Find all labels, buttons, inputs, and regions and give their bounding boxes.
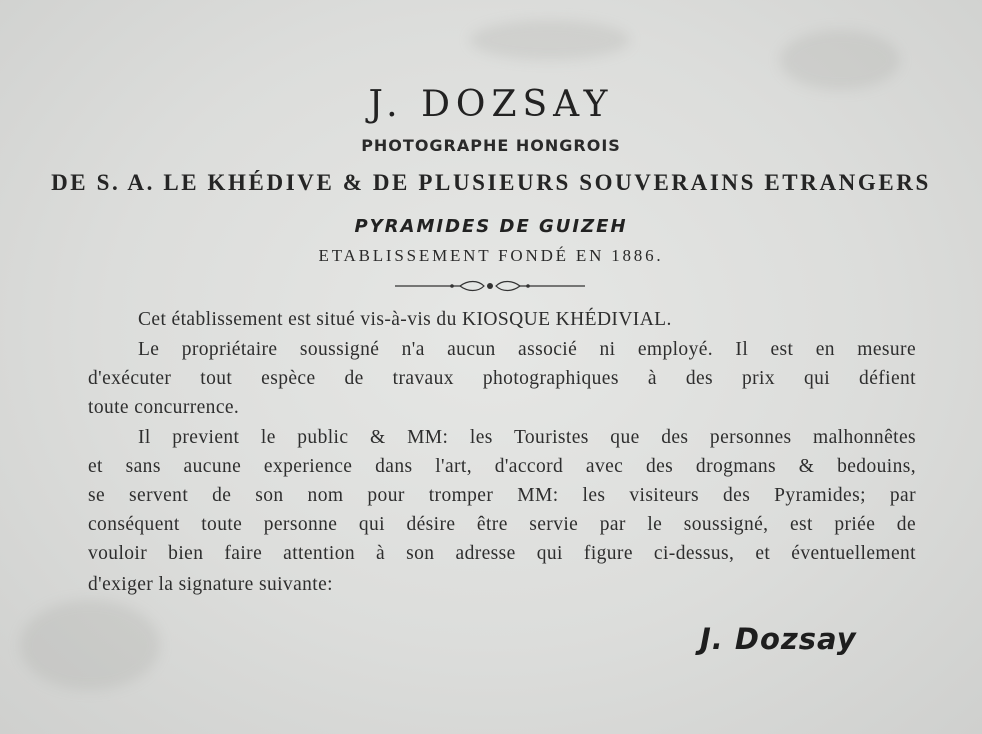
paragraph-line: d'exécuter tout espèce de travaux photographiques à des prix qui défient: [88, 368, 916, 389]
paragraph-line: vouloir bien faire attention à son adresse qui figure ci-dessus, et éventuellement: [88, 543, 916, 564]
paragraph-line: et sans aucune experience dans l'art, d'accord avec des drogmans & bedouins,: [88, 456, 916, 477]
subtitle-patronage: DE S. A. LE KHÉDIVE & DE PLUSIEURS SOUVERAINS ETRANGERS: [51, 170, 931, 195]
paragraph-line: conséquent toute personne qui désire être servie par le soussigné, est priée de: [88, 514, 916, 535]
studio-name: J. DOZSAY: [368, 84, 614, 125]
paragraph-line: Le propriétaire soussigné n'a aucun associé ni employé. Il est en mesure: [138, 339, 916, 360]
subtitle-founded: ETABLISSEMENT FONDÉ EN 1886.: [318, 246, 664, 265]
paragraph-line: d'exiger la signature suivante:: [88, 574, 333, 595]
paragraph-line: Il previent le public & MM: les Touristes que des personnes malhonnêtes: [138, 427, 916, 448]
ornament-divider-icon: [390, 277, 590, 295]
paragraph-line: toute concurrence.: [88, 397, 240, 418]
subtitle-photographer: PHOTOGRAPHE HONGROIS: [361, 136, 621, 155]
signature: J. Dozsay: [700, 622, 857, 656]
subtitle-location: PYRAMIDES DE GUIZEH: [354, 216, 628, 237]
paragraph-line: se servent de son nom pour tromper MM: les visiteurs des Pyramides; par: [88, 485, 916, 506]
paper-stain: [780, 30, 900, 90]
paragraph-location: Cet établissement est situé vis-à-vis du KIOSQUE KHÉDIVIAL.: [138, 309, 672, 330]
paper-stain: [20, 600, 160, 690]
paper-stain: [470, 20, 630, 60]
